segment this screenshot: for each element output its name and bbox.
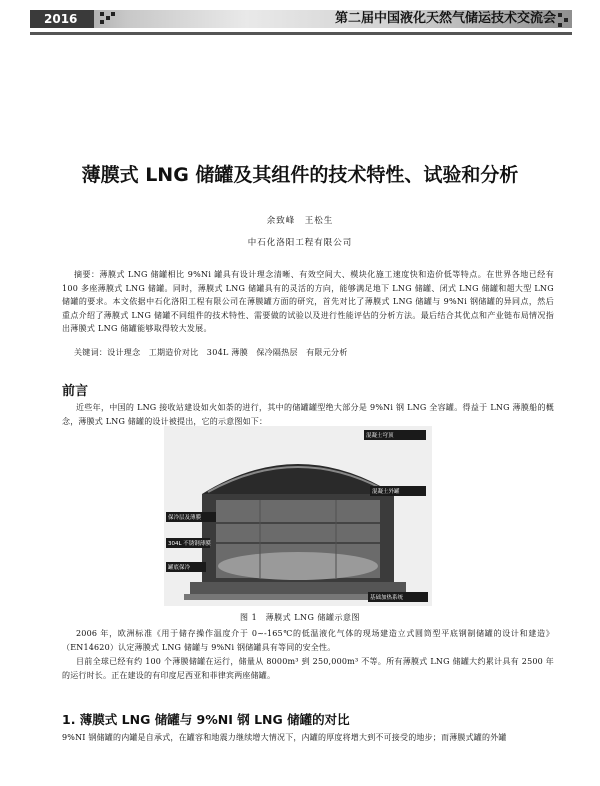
tank-schematic-svg (164, 426, 432, 606)
header-logo-mark (100, 12, 116, 26)
figure-label-0: 混凝土穹顶 (366, 433, 394, 439)
section1-text: 9%NI 钢储罐的内罐是自承式，在罐容和地震力继续增大情况下，内罐的厚度将增大到不可接受的地步；而薄膜式罐的外罐 (62, 733, 507, 742)
header-decor-dots (558, 11, 570, 27)
intro-text: 近些年，中国的 LNG 接收站建设如火如荼的进行，其中的储罐罐型绝大部分是 9%Ni 钢 LNG 全容罐。得益于 LNG 薄膜船的概念，薄膜式 LNG 储罐的设计被提出，它的示意图如下： (62, 403, 554, 426)
figure-caption: 图 1 薄膜式 LNG 储罐示意图 (240, 613, 360, 622)
abstract-text: 摘要：薄膜式 LNG 储罐相比 9%Ni 罐具有设计理念清晰、有效空间大、模块化施工速度快和造价低等特点。在世界各地已经有 100 多座薄膜式 LNG 储罐。同时，薄膜式 LNG 储罐具有的灵活的方向，能够满足地下 LNG 储罐、闭式 LNG 储罐和超大型 LNG 储罐的要求。本文依据中石化洛阳工程有限公司在薄膜罐方面的研究，首先对比了薄膜式 LNG 储罐与 9%Ni 钢储罐的异同点，然后重点介绍了薄膜式 LNG 储罐不同组件的技术特性、需要做的试验以及进行性能评估的分析方法。最后结合其优点和产业链布局情况指出薄膜式 LNG 储罐能够取得较大发展。 (62, 270, 554, 334)
figure-label-3: 304L 不锈钢薄膜 (168, 541, 211, 547)
header-rule (30, 32, 572, 35)
count-paragraph: 目前全球已经有约 100 个薄膜储罐在运行，储量从 8000m³ 到 250,000m³ 不等。所有薄膜式 LNG 储罐大约累计具有 2500 年的运行时长。正在建设的有印度尼西亚和菲律宾两座储罐。 (62, 657, 554, 680)
figure-label-4: 罐底保冷 (168, 565, 191, 571)
figure-label-1: 保冷层及薄膜 (168, 515, 202, 521)
keywords: 关键词：设计理念 工期造价对比 304L 薄膜 保冷隔热层 有限元分析 (74, 348, 348, 357)
header-year: 2016 (30, 10, 94, 28)
paper-authors: 余致峰 王松生 (266, 216, 334, 226)
section-heading-1: 1. 薄膜式 LNG 储罐与 9%NI 钢 LNG 储罐的对比 (62, 712, 350, 727)
running-header (0, 0, 600, 40)
paper-affiliation: 中石化洛阳工程有限公司 (247, 238, 353, 248)
standard-paragraph-block (62, 627, 554, 683)
abstract (62, 268, 554, 336)
header-conference-title: 第二届中国液化天然气储运技术交流会 (334, 11, 556, 26)
intro-paragraph (62, 401, 554, 429)
section-heading-intro: 前言 (62, 384, 89, 399)
paper-title: 薄膜式 LNG 储罐及其组件的技术特性、试验和分析 (81, 164, 519, 186)
standard-paragraph: 2006 年，欧洲标准《用于储存操作温度介于 0~-165℃的低温液化气体的现场建造立式圆筒型平底钢制储罐的设计和建造》（EN14620）认定薄膜式 LNG 储罐与 9%Ni 钢储罐具有等同的安全性。 (62, 629, 554, 652)
figure-label-5: 基础加热系统 (370, 595, 404, 601)
figure-label-2: 混凝土外罐 (372, 489, 400, 495)
tank-schematic-figure (164, 426, 432, 606)
